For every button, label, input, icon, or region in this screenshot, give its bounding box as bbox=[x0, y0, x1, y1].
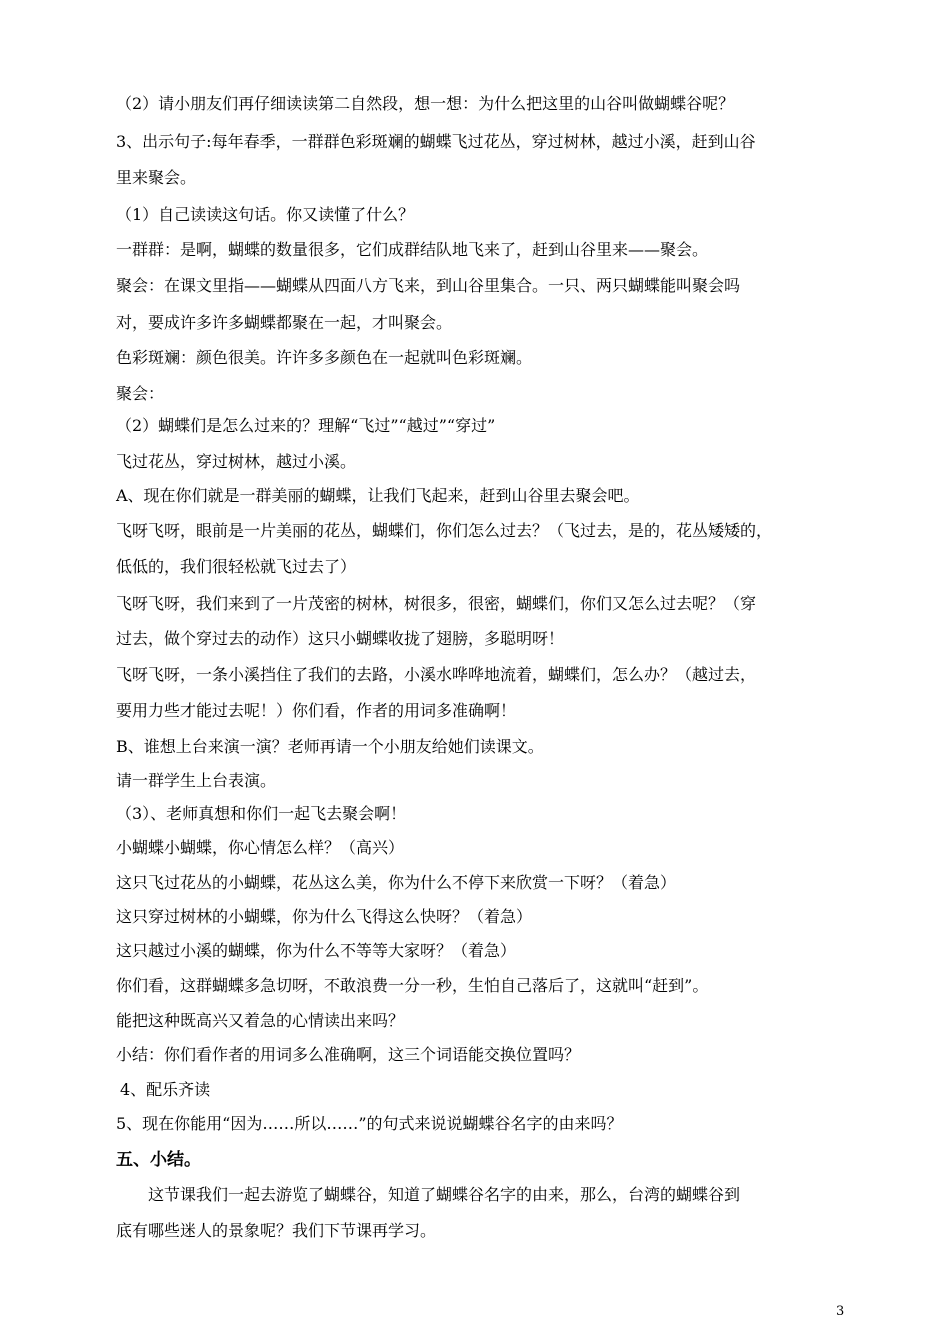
text-line: 这只越过小溪的蝴蝶，你为什么不等等大家呀？（着急） bbox=[116, 941, 517, 960]
text-line: A、现在你们就是一群美丽的蝴蝶，让我们飞起来，赶到山谷里去聚会吧。 bbox=[116, 486, 640, 505]
text-line: B、谁想上台来演一演？老师再请一个小朋友给她们读课文。 bbox=[116, 737, 544, 756]
text-line: 一群群：是啊，蝴蝶的数量很多，它们成群结队地飞来了，赶到山谷里来——聚会。 bbox=[116, 240, 709, 259]
text-line: 这节课我们一起去游览了蝴蝶谷，知道了蝴蝶谷名字的由来，那么，台湾的蝴蝶谷到 bbox=[148, 1185, 741, 1204]
page-number: 3 bbox=[836, 1304, 845, 1319]
text-line: 聚会： bbox=[116, 384, 165, 403]
text-line: 里来聚会。 bbox=[116, 168, 197, 187]
text-line: 这只穿过树林的小蝴蝶，你为什么飞得这么快呀？（着急） bbox=[116, 907, 533, 926]
text-line: （3）、老师真想和你们一起飞去聚会啊！ bbox=[116, 804, 407, 823]
text-line: 4、配乐齐读 bbox=[120, 1080, 211, 1099]
section-heading: 五、小结。 bbox=[116, 1150, 201, 1170]
text-line: （2）蝴蝶们是怎么过来的？理解“飞过”“越过”“穿过” bbox=[116, 416, 496, 435]
text-line: 3、出示句子:每年春季，一群群色彩斑斓的蝴蝶飞过花丛，穿过树林，越过小溪，赶到山谷 bbox=[116, 132, 756, 151]
text-line: 低低的，我们很轻松就飞过去了） bbox=[116, 557, 357, 576]
text-line: 过去，做个穿过去的动作）这只小蝴蝶收拢了翅膀，多聪明呀！ bbox=[116, 629, 565, 648]
text-line: 请一群学生上台表演。 bbox=[116, 771, 277, 790]
text-line: 色彩斑斓：颜色很美。许许多多颜色在一起就叫色彩斑斓。 bbox=[116, 348, 533, 367]
text-line: 飞过花丛，穿过树林，越过小溪。 bbox=[116, 452, 357, 471]
text-line: 小蝴蝶小蝴蝶，你心情怎么样？（高兴） bbox=[116, 838, 405, 857]
text-line: 对，要成许多许多蝴蝶都聚在一起，才叫聚会。 bbox=[116, 313, 453, 332]
text-line: （2）请小朋友们再仔细读读第二自然段，想一想：为什么把这里的山谷叫做蝴蝶谷呢？ bbox=[116, 94, 735, 113]
text-line: 飞呀飞呀，眼前是一片美丽的花丛，蝴蝶们，你们怎么过去？（飞过去，是的，花丛矮矮的， bbox=[116, 521, 773, 540]
text-line: 小结：你们看作者的用词多么准确啊，这三个词语能交换位置吗？ bbox=[116, 1045, 581, 1064]
text-line: 要用力些才能过去呢！）你们看，作者的用词多准确啊！ bbox=[116, 701, 517, 720]
text-line: 能把这种既高兴又着急的心情读出来吗？ bbox=[116, 1011, 405, 1030]
text-line: 飞呀飞呀，一条小溪挡住了我们的去路，小溪水哗哗地流着，蝴蝶们，怎么办？（越过去， bbox=[116, 665, 757, 684]
text-line: 5、现在你能用“因为……所以……”的句式来说说蝴蝶谷名字的由来吗？ bbox=[116, 1114, 623, 1133]
text-line: 这只飞过花丛的小蝴蝶，花丛这么美，你为什么不停下来欣赏一下呀？（着急） bbox=[116, 873, 677, 892]
text-line: （1）自己读读这句话。你又读懂了什么？ bbox=[116, 205, 415, 224]
text-line: 你们看，这群蝴蝶多急切呀，不敢浪费一分一秒，生怕自己落后了，这就叫“赶到”。 bbox=[116, 976, 709, 995]
text-line: 底有哪些迷人的景象呢？我们下节课再学习。 bbox=[116, 1221, 437, 1240]
text-line: 聚会：在课文里指——蝴蝶从四面八方飞来，到山谷里集合。一只、两只蝴蝶能叫聚会吗 bbox=[116, 276, 741, 295]
text-line: 飞呀飞呀，我们来到了一片茂密的树林，树很多，很密，蝴蝶们，你们又怎么过去呢？（穿 bbox=[116, 594, 757, 613]
